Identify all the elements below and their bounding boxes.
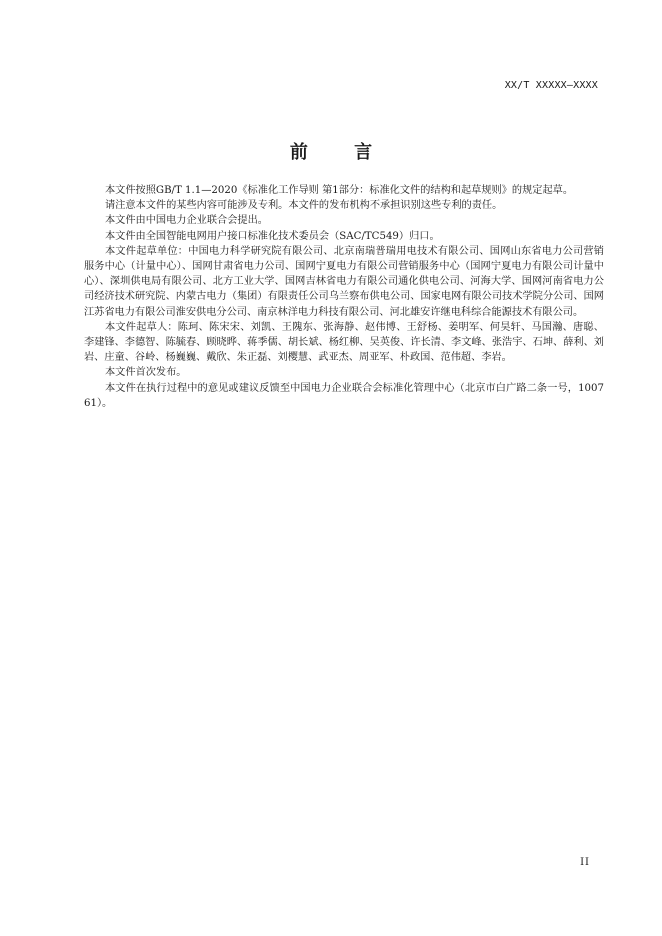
page-number: II	[580, 857, 590, 868]
paragraph-patent-notice: 请注意本文件的某些内容可能涉及专利。本文件的发布机构不承担识别这些专利的责任。	[105, 200, 503, 212]
foreword-body	[84, 183, 604, 411]
page-title: 前 言	[289, 142, 393, 163]
paragraph-drafters: 本文件起草人：陈珂、陈宋宋、刘凯、王隗东、张海静、赵伟博、王舒杨、姜明军、何昊轩、马国瀚、唐聪、李建锋、李德智、陈毓春、顾晓晔、蒋季儒、胡长斌、杨红柳、吴英俊、许长清、李文峰、张浩宇、石坤、薛利、刘岩、庄童、谷岭、杨巍巍、戴欣、朱正磊、刘樱慧、武亚杰、周亚军、朴政国、范伟超、李岩。	[84, 321, 604, 364]
paragraph-feedback: 本文件在执行过程中的意见或建议反馈至中国电力企业联合会标准化管理中心（北京市白广路二条一号，100761）。	[84, 382, 604, 409]
document-code: XX/T XXXXX—XXXX	[504, 80, 598, 91]
paragraph-proposed-by: 本文件由中国电力企业联合会提出。	[105, 215, 268, 227]
paragraph-under-jurisdiction: 本文件由全国智能电网用户接口标准化技术委员会（SAC/TC549）归口。	[105, 230, 440, 242]
paragraph-drafting-organizations: 本文件起草单位：中国电力科学研究院有限公司、北京南瑞普瑞用电技术有限公司、国网山东省电力公司营销服务中心（计量中心）、国网甘肃省电力公司、国网宁夏电力有限公司营销服务中心（国网宁夏电力有限公司计量中心）、深圳供电局有限公司、北方工业大学、国网吉林省电力有限公司通化供电公司、河海大学、国网河南省电力公司经济技术研究院、内蒙古电力（集团）有限责任公司乌兰察布供电公司、国家电网有限公司技术学院分公司、国网江苏省电力有限公司淮安供电分公司、南京林洋电力科技有限公司、河北雄安许继电科综合能源技术有限公司。	[84, 245, 604, 318]
paragraph-drafting-rules: 本文件按照GB/T 1.1—2020《标准化工作导则 第1部分：标准化文件的结构和起草规则》的规定起草。	[105, 185, 574, 196]
paragraph-first-release: 本文件首次发布。	[105, 367, 187, 379]
